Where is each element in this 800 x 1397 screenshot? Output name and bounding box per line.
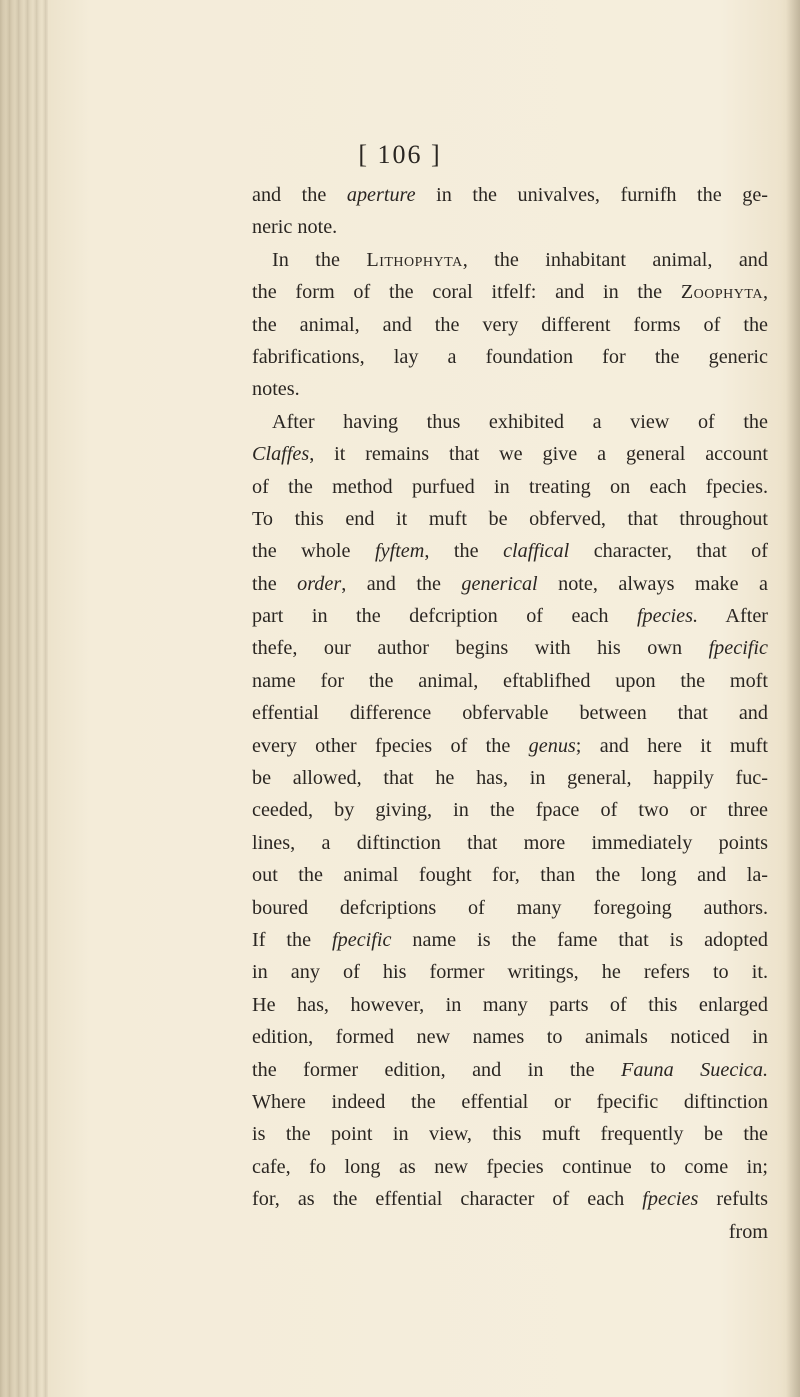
text-run: out the animal fought for, than the long and la- [252, 864, 768, 887]
text-run: name for the animal, eftablifhed upon the moft [252, 669, 768, 692]
text-line [252, 956, 768, 988]
text-run: thefe, our author begins with his own [252, 637, 709, 660]
text-run: is the point in view, this muft frequently be the [252, 1123, 768, 1146]
text-line [252, 276, 768, 308]
text-run: , the inhabitant animal, and [462, 248, 768, 271]
text-run: the animal, and the very different forms of the [252, 313, 768, 336]
text-line [252, 1021, 768, 1053]
italic-text: order [297, 572, 342, 595]
text-run: in the univalves, furnifh the ge- [415, 184, 768, 206]
text-line [252, 697, 768, 729]
text-line [252, 1216, 768, 1248]
text-line [252, 1086, 768, 1118]
text-run: To this end it muft be obferved, that throughout [252, 507, 768, 530]
text-run: edition, formed new names to animals noticed in [252, 1026, 768, 1049]
text-line [252, 568, 768, 600]
italic-text: fyftem [375, 540, 425, 563]
text-line [252, 535, 768, 567]
text-run: the former edition, and in the [252, 1058, 621, 1081]
page-binding-shadow [0, 0, 48, 1397]
text-run: He has, however, in many parts of this enlarged [252, 993, 768, 1016]
text-run: If the [252, 928, 333, 951]
text-run: name is the fame that is adopted [391, 928, 768, 951]
text-line [252, 827, 768, 859]
text-line [252, 1118, 768, 1150]
text-line [252, 211, 768, 243]
text-run: After having thus exhibited a view of the [272, 410, 768, 433]
text-run: be allowed, that he has, in general, happily fuc- [252, 767, 768, 790]
text-run: , it remains that we give a general account [309, 443, 768, 466]
italic-text: genus [528, 734, 576, 757]
text-run: , [762, 281, 768, 304]
text-run: the whole [252, 540, 376, 563]
text-run: , the [424, 540, 504, 563]
text-run: cafe, fo long as new fpecies continue to come in; [252, 1155, 768, 1178]
text-line [252, 600, 768, 632]
text-line [252, 373, 768, 405]
text-line [252, 438, 768, 470]
italic-text: Claffes [252, 443, 310, 466]
italic-text: aperture [346, 184, 416, 206]
text-line [252, 179, 768, 211]
italic-text: fpecific [332, 928, 392, 951]
text-line [252, 924, 768, 956]
text-line [252, 1151, 768, 1183]
text-run: In the [272, 248, 367, 271]
text-line [252, 794, 768, 826]
text-run: character, that of [569, 540, 768, 563]
text-line [252, 859, 768, 891]
text-line [252, 503, 768, 535]
italic-text: fpecies [642, 1188, 699, 1211]
text-run: , and the [341, 572, 462, 595]
page-number: [ 106 ] [358, 140, 442, 169]
text-run: and the [252, 184, 347, 206]
text-run: the form of the coral itfelf: and in the [252, 281, 681, 304]
text-line [252, 244, 768, 276]
page-edge-shadow [786, 0, 800, 1397]
text-line [252, 406, 768, 438]
text-line [252, 471, 768, 503]
text-run: in any of his former writings, he refers to it. [252, 961, 768, 984]
italic-text: claffical [503, 540, 570, 563]
italic-text: fpecies. [636, 605, 699, 628]
small-caps-text: Lithophyta [366, 248, 463, 271]
text-line [252, 309, 768, 341]
small-caps-text: Zoophyta [680, 281, 763, 304]
text-line [252, 892, 768, 924]
text-run: fabrifications, lay a foundation for the generic [252, 345, 768, 368]
text-line [252, 1054, 768, 1086]
text-line [252, 665, 768, 697]
text-run: from [728, 1220, 768, 1243]
text-run: effential difference obfervable between that and [252, 702, 768, 725]
text-run: the [252, 572, 298, 595]
text-run: refults [698, 1188, 768, 1211]
text-run: of the method purfued in treating on each fpecies. [252, 475, 768, 498]
text-run: note, always make a [537, 572, 768, 595]
text-run: ceeded, by giving, in the fpace of two or three [252, 799, 768, 822]
text-run: boured defcriptions of many foregoing authors. [252, 896, 768, 919]
text-line [252, 730, 768, 762]
text-run: Where indeed the effential or fpecific diftinction [252, 1090, 768, 1113]
text-line [252, 632, 768, 664]
text-run: every other fpecies of the [252, 734, 529, 757]
text-run: notes. [252, 378, 300, 401]
text-line [252, 341, 768, 373]
italic-text: generical [461, 572, 538, 595]
text-run: neric note. [252, 216, 338, 239]
text-run: ; and here it muft [575, 734, 768, 757]
text-line [252, 1183, 768, 1215]
text-run: for, as the effential character of each [252, 1188, 643, 1211]
italic-text: Fauna Suecica. [621, 1058, 768, 1081]
italic-text: fpecific [708, 637, 768, 660]
body-text [252, 179, 768, 1248]
text-run: part in the defcription of each [252, 605, 637, 628]
text-run: lines, a diftinction that more immediately points [252, 831, 768, 854]
text-line [252, 762, 768, 794]
text-line [252, 989, 768, 1021]
text-run: After [698, 605, 768, 628]
